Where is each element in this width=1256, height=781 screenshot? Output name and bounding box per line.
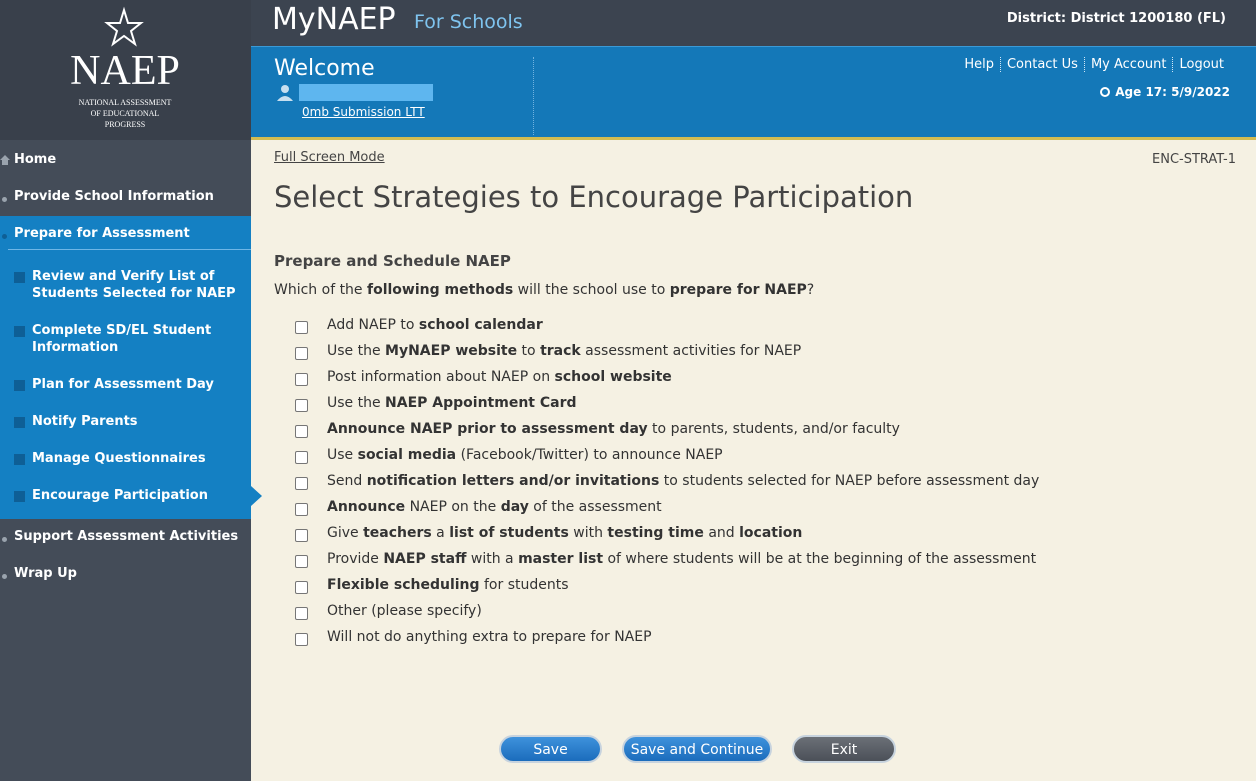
naep-logo[interactable] — [0, 0, 251, 140]
star-icon — [107, 10, 141, 44]
app-subtitle: For Schools — [414, 11, 523, 33]
page-id: ENC-STRAT-1 — [1152, 152, 1236, 167]
option-label: Use social media (Facebook/Twitter) to announce NAEP — [327, 447, 723, 463]
age-label: Age 17: 5/9/2022 — [1115, 85, 1230, 99]
question-text — [274, 282, 814, 298]
help-link[interactable]: Help — [958, 57, 1001, 72]
header — [0, 0, 1256, 140]
sidebar-subitem-notify-parents[interactable] — [0, 413, 251, 433]
checkbox[interactable] — [295, 321, 308, 334]
option-label: Flexible scheduling for students — [327, 577, 569, 593]
sidebar-subitem-label: Encourage Participation — [32, 488, 208, 503]
logo-caption-2: OF EDUCATIONAL — [90, 109, 160, 118]
option-label: Other (please specify) — [327, 603, 482, 619]
my-account-link[interactable]: My Account — [1085, 57, 1174, 72]
checkbox[interactable] — [295, 581, 308, 594]
page-title: Select Strategies to Encourage Participation — [274, 180, 914, 214]
option-label: Announce NAEP prior to assessment day to parents, students, and/or faculty — [327, 421, 900, 437]
user-name-redacted — [299, 84, 433, 101]
sidebar-section-prepare — [0, 216, 251, 519]
checkbox[interactable] — [295, 529, 308, 542]
logout-link[interactable]: Logout — [1179, 57, 1224, 72]
square-icon — [14, 417, 25, 428]
sidebar-item-label: Provide School Information — [14, 189, 214, 204]
sidebar-subitem-review-verify[interactable] — [0, 268, 251, 304]
sidebar-item-support-activities[interactable] — [0, 529, 251, 549]
sidebar-subitem-encourage-participation[interactable] — [0, 487, 251, 507]
section-heading: Prepare and Schedule NAEP — [274, 252, 511, 270]
assessment-age-line[interactable] — [1100, 85, 1230, 99]
sidebar-item-provide-school-info[interactable] — [0, 189, 251, 209]
exit-button[interactable]: Exit — [792, 735, 896, 763]
square-icon — [14, 272, 25, 283]
submission-link[interactable]: 0mb Submission LTT — [302, 105, 425, 119]
sidebar-item-label: Wrap Up — [14, 566, 77, 581]
save-and-continue-button[interactable]: Save and Continue — [622, 735, 772, 763]
option-label: Will not do anything extra to prepare for NAEP — [327, 629, 652, 645]
top-links — [958, 57, 1230, 72]
home-icon — [0, 155, 10, 165]
bullet-icon — [2, 197, 7, 202]
sidebar-subitem-sd-el[interactable] — [0, 322, 251, 358]
sidebar-item-home[interactable] — [0, 152, 251, 172]
save-button[interactable]: Save — [499, 735, 602, 763]
option-label: Post information about NAEP on school website — [327, 369, 672, 385]
option-label: Use the NAEP Appointment Card — [327, 395, 577, 411]
welcome-heading: Welcome — [274, 56, 375, 81]
sidebar-item-label: Home — [14, 152, 57, 167]
option-label: Add NAEP to school calendar — [327, 317, 543, 333]
sidebar-item-prepare-for-assessment[interactable] — [0, 226, 251, 246]
checkbox[interactable] — [295, 399, 308, 412]
contact-us-link[interactable]: Contact Us — [1001, 57, 1085, 72]
checkbox[interactable] — [295, 451, 308, 464]
logo-caption-1: NATIONAL ASSESSMENT — [78, 98, 172, 107]
bullet-icon — [2, 234, 7, 239]
sidebar-subitem-label: Manage Questionnaires — [32, 451, 206, 466]
checkbox[interactable] — [295, 425, 308, 438]
checkbox[interactable] — [295, 555, 308, 568]
question-emphasis: following methods — [367, 282, 514, 298]
checkbox[interactable] — [295, 503, 308, 516]
square-icon — [14, 454, 25, 465]
checkbox[interactable] — [295, 633, 308, 646]
full-screen-mode-link[interactable]: Full Screen Mode — [274, 150, 385, 165]
question-emphasis: prepare for NAEP — [669, 282, 807, 298]
sidebar-subitem-label: Notify Parents — [32, 414, 138, 429]
square-icon — [14, 380, 25, 391]
bullet-icon — [2, 537, 7, 542]
question-part: Which of the — [274, 282, 367, 298]
welcome-divider — [533, 57, 534, 135]
radio-circle-icon — [1100, 87, 1110, 97]
sidebar-subitem-label: Complete SD/EL Student Information — [32, 323, 212, 355]
sidebar-item-wrap-up[interactable] — [0, 566, 251, 586]
user-icon — [276, 84, 294, 102]
option-label: Give teachers a list of students with testing time and location — [327, 525, 803, 541]
district-label: District: District 1200180 (FL) — [1006, 11, 1226, 26]
sidebar — [0, 140, 251, 781]
bullet-icon — [2, 574, 7, 579]
option-label: Use the MyNAEP website to track assessment activities for NAEP — [327, 343, 802, 359]
sidebar-subitem-label: Review and Verify List of Students Selected for NAEP — [32, 269, 236, 301]
welcome-band — [251, 46, 1256, 140]
sidebar-separator — [8, 249, 251, 250]
sidebar-item-label: Support Assessment Activities — [14, 529, 239, 544]
sidebar-subitem-plan-assessment-day[interactable] — [0, 376, 251, 396]
square-icon — [14, 326, 25, 337]
app-title: MyNAEP — [272, 2, 396, 37]
logo-text: NAEP — [70, 48, 180, 94]
option-label: Announce NAEP on the day of the assessment — [327, 499, 662, 515]
checkbox[interactable] — [295, 477, 308, 490]
checkbox[interactable] — [295, 607, 308, 620]
option-label: Provide NAEP staff with a master list of where students will be at the beginning of the assessment — [327, 551, 1037, 567]
naep-logo-graphic — [0, 0, 251, 140]
sidebar-item-label: Prepare for Assessment — [14, 226, 190, 241]
sidebar-subitem-manage-questionnaires[interactable] — [0, 450, 251, 470]
checkbox[interactable] — [295, 347, 308, 360]
question-part: ? — [806, 282, 815, 298]
question-part: will the school use to — [513, 282, 670, 298]
checkbox[interactable] — [295, 373, 308, 386]
sidebar-subitem-label: Plan for Assessment Day — [32, 377, 214, 392]
option-label: Send notification letters and/or invitations to students selected for NAEP before assessment day — [327, 473, 1040, 489]
active-item-arrow-icon — [251, 486, 262, 506]
square-icon — [14, 491, 25, 502]
logo-caption-3: PROGRESS — [104, 120, 146, 129]
